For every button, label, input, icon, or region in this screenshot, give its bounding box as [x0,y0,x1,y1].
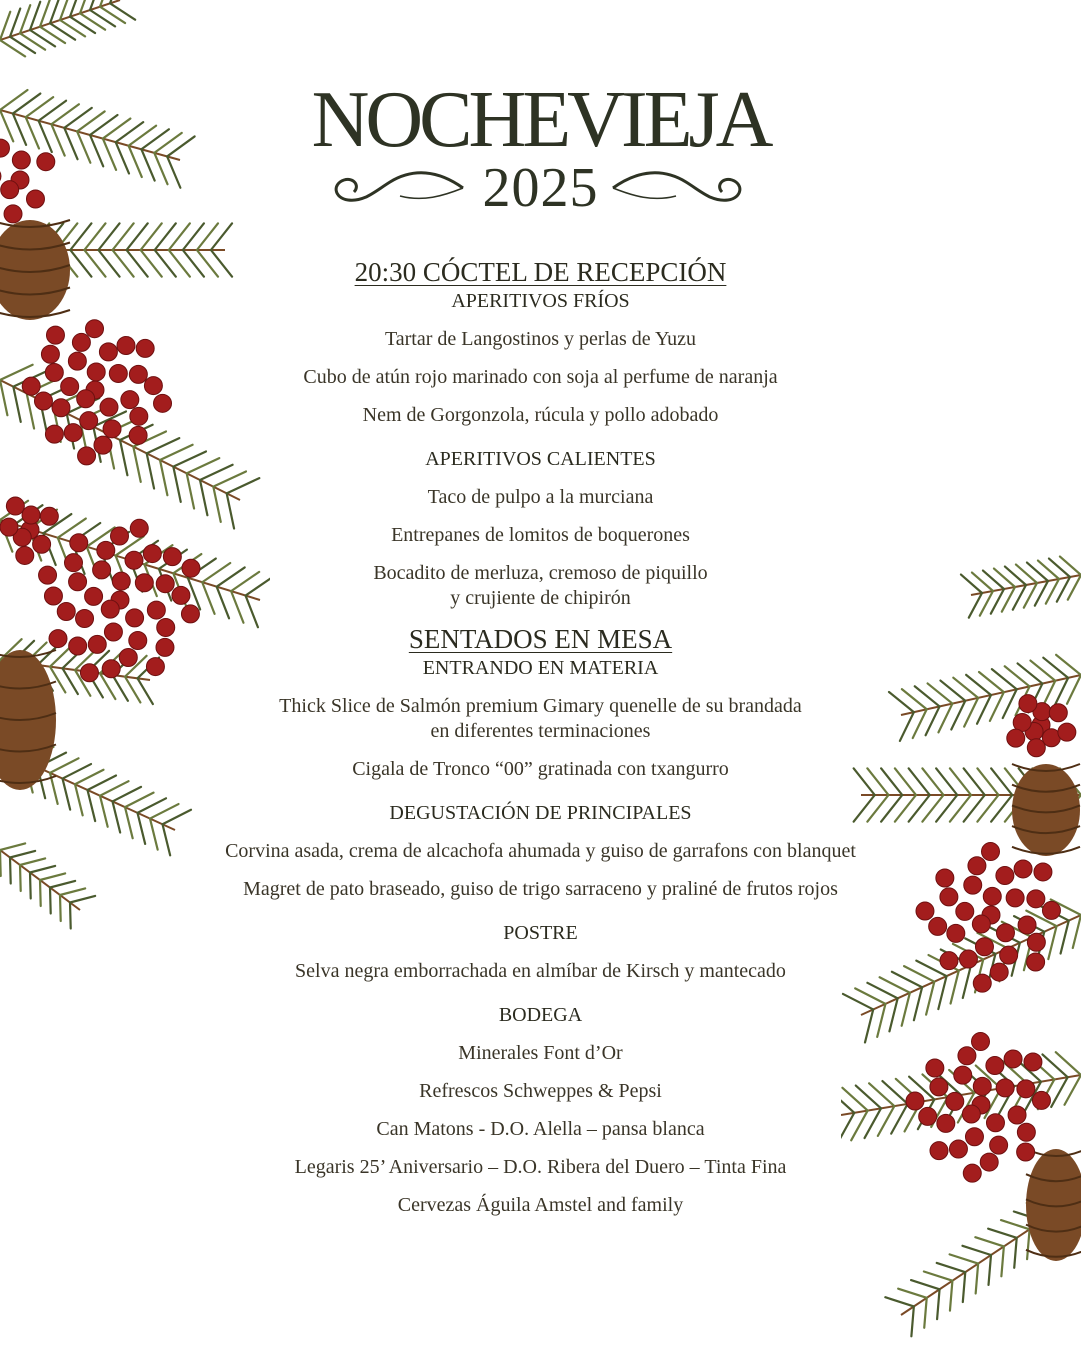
menu-item-line: Legaris 25’ Aniversario – D.O. Ribera del Duero – Tinta Fina [294,1156,787,1178]
menu-item [0,757,1081,782]
course-title: APERITIVOS FRÍOS [451,290,630,312]
menu-item-line: en diferentes terminaciones [430,720,651,742]
flourish-right-icon [608,162,748,214]
menu-item [0,694,1081,744]
menu-item [0,365,1081,390]
menu-item-line: Selva negra emborrachada en almíbar de Kirsch y mantecado [295,960,786,982]
menu-item-line: Cubo de atún rojo marinado con soja al perfume de naranja [303,366,778,388]
course-title: APERITIVOS CALIENTES [425,448,656,470]
course-title: POSTRE [503,922,578,944]
course-title: ENTRANDO EN MATERIA [422,657,659,679]
flourish-left-icon [328,162,468,214]
menu-item [0,485,1081,510]
course-title: BODEGA [498,1004,583,1026]
menu-item [0,839,1081,864]
year-row [0,156,1081,220]
menu-item-line: Nem de Gorgonzola, rúcula y pollo adobado [362,404,719,426]
menu-item-line: Magret de pato braseado, guiso de trigo sarraceno y praliné de frutos rojos [243,878,838,900]
menu-item-line: Cervezas Águila Amstel and family [397,1194,684,1216]
menu-item [0,561,1081,611]
menu-item-line: Taco de pulpo a la murciana [427,486,654,508]
menu-item [0,1041,1081,1066]
menu-item-line: Tartar de Langostinos y perlas de Yuzu [384,328,697,350]
menu-item-line: Cigala de Tronco “00” gratinada con txangurro [352,758,729,780]
menu-item [0,403,1081,428]
menu-item [0,1155,1081,1180]
menu-item-line: Can Matons - D.O. Alella – pansa blanca [376,1118,705,1140]
menu-item [0,523,1081,548]
page-title: NOCHEVIEJA [311,76,770,164]
menu-header [0,76,1081,220]
section-title: 20:30 CÓCTEL DE RECEPCIÓN [354,257,727,287]
menu-body [0,256,1081,1218]
menu-item-line: Refrescos Schweppes & Pepsi [419,1080,662,1102]
menu-item [0,1193,1081,1218]
course-title: DEGUSTACIÓN DE PRINCIPALES [389,802,692,824]
menu-item [0,959,1081,984]
menu-item-line: Thick Slice de Salmón premium Gimary quenelle de su brandada [279,695,802,717]
menu-item-line: Bocadito de merluza, cremoso de piquillo [373,562,708,584]
menu-item [0,877,1081,902]
page-year: 2025 [482,157,599,219]
menu-item-line: Entrepanes de lomitos de boquerones [391,524,690,546]
menu-item-line: Corvina asada, crema de alcachofa ahumada y guiso de garrafons con blanquet [225,840,856,862]
menu-item [0,1117,1081,1142]
section-title: SENTADOS EN MESA [408,624,673,654]
menu-item-line: Minerales Font d’Or [458,1042,623,1064]
menu-item-line: y crujiente de chipirón [450,587,631,609]
menu-item [0,1079,1081,1104]
menu-item [0,327,1081,352]
